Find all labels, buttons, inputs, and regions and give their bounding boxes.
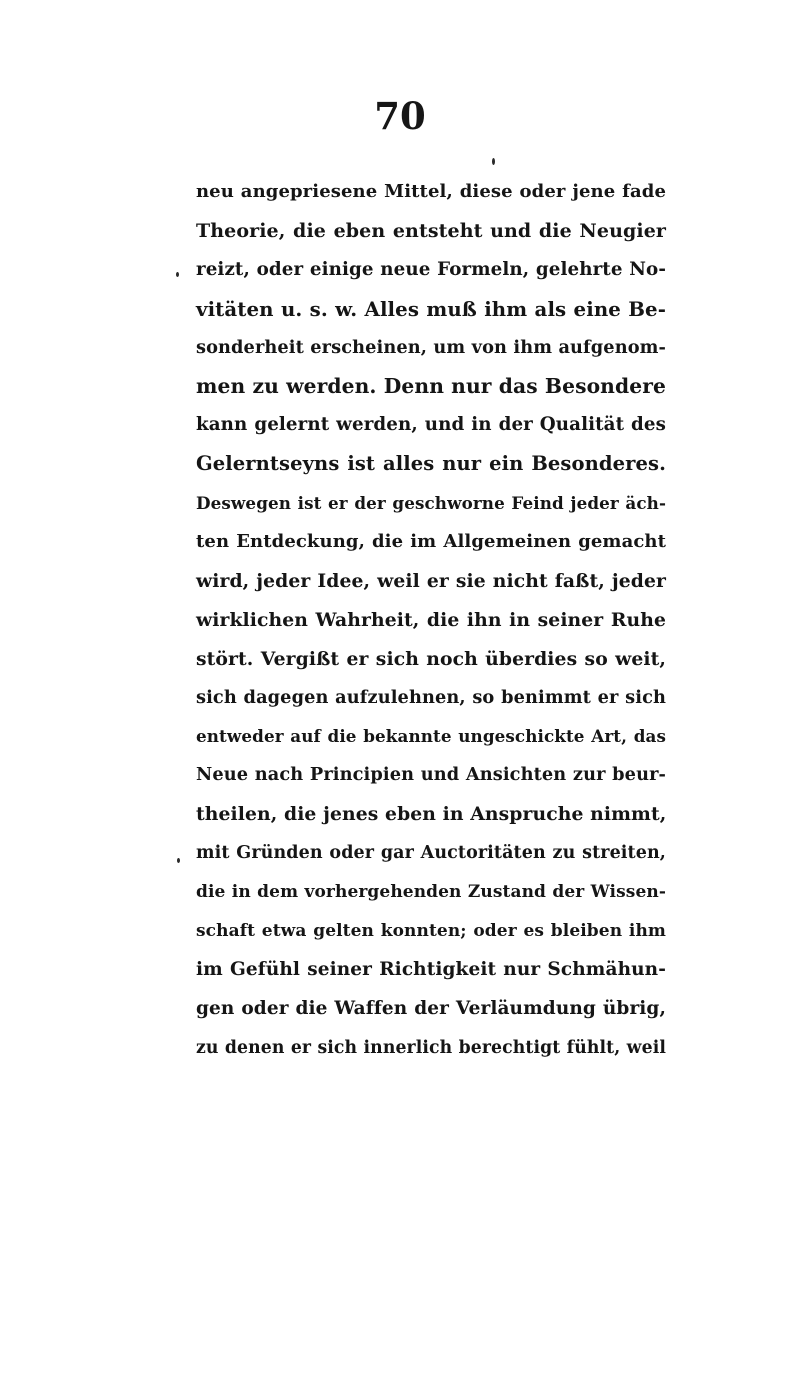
text-line: sich dagegen aufzulehnen, so benimmt er sich [196,686,666,708]
text-line: theilen, die jenes eben in Anspruche nimmt, [196,803,667,826]
text-line: entweder auf die bekannte ungeschickte Art, das [196,726,666,747]
text-line: stört. Vergißt er sich noch überdies so weit, [196,647,666,670]
text-line: die in dem vorhergehenden Zustand der Wissen- [196,882,666,903]
text-line: wird, jeder Idee, weil er sie nicht faßt, jeder [196,569,666,592]
page-number: 70 [374,94,426,138]
text-line: neu angepriesene Mittel, diese oder jene fade [196,181,666,202]
text-line: reizt, oder einige neue Formeln, gelehrte No- [196,258,666,280]
text-line: wirklichen Wahrheit, die ihn in seiner Ruhe [196,608,666,631]
text-line: mit Gründen oder gar Auctoritäten zu streiten, [196,843,666,864]
print-speck [176,272,179,277]
print-speck [177,858,180,863]
text-line: Neue nach Principien und Ansichten zur beur- [196,764,666,786]
text-line: sonderheit erscheinen, um von ihm aufgenom- [196,336,666,358]
text-line: vitäten u. s. w. Alles muß ihm als eine Be- [196,296,666,321]
text-line: Theorie, die eben entsteht und die Neugier [196,219,666,242]
text-line: ten Entdeckung, die im Allgemeinen gemacht [196,531,666,553]
text-line: Gelerntseyns ist alles nur ein Besonderes. [196,452,666,476]
text-line: im Gefühl seiner Richtigkeit nur Schmähun- [196,958,666,980]
print-speck [492,158,495,165]
text-line: kann gelernt werden, und in der Qualität des [196,414,666,436]
text-line: men zu werden. Denn nur das Besondere [196,374,666,399]
body-text [196,173,666,1067]
text-line: schaft etwa gelten konnten; oder es bleiben ihm [196,920,666,941]
text-line: gen oder die Waffen der Verläumdung übrig, [196,997,666,1019]
text-line: Deswegen ist er der geschworne Feind jeder äch- [196,493,666,514]
text-line: zu denen er sich innerlich berechtigt fühlt, weil [196,1037,666,1058]
